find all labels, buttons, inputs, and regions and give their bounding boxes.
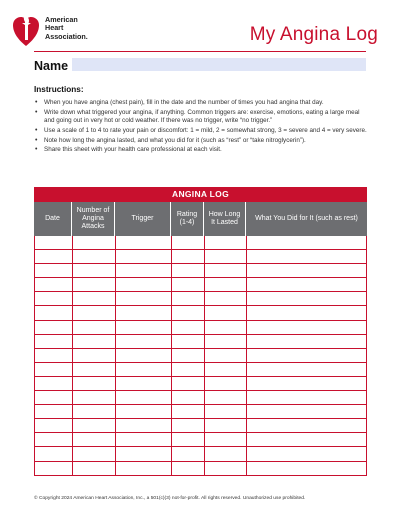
trigger-cell[interactable] <box>116 405 172 418</box>
duration-cell[interactable] <box>205 433 247 446</box>
attacks-cell[interactable] <box>73 236 116 249</box>
table-row <box>35 462 366 476</box>
date-cell[interactable] <box>35 447 73 460</box>
date-cell[interactable] <box>35 349 73 362</box>
column-header-rating: Rating (1-4) <box>171 202 204 236</box>
action-cell[interactable] <box>247 433 366 446</box>
duration-cell[interactable] <box>205 250 247 263</box>
rating-cell[interactable] <box>172 363 205 376</box>
date-cell[interactable] <box>35 250 73 263</box>
heart-torch-icon <box>12 12 40 48</box>
date-cell[interactable] <box>35 236 73 249</box>
column-header-trigger: Trigger <box>115 202 171 236</box>
trigger-cell[interactable] <box>116 278 172 291</box>
log-rows <box>34 236 367 476</box>
trigger-cell[interactable] <box>116 264 172 277</box>
attacks-cell[interactable] <box>73 335 116 348</box>
action-cell[interactable] <box>247 236 366 249</box>
date-cell[interactable] <box>35 335 73 348</box>
instruction-item: • Write down what triggered your angina, if anything. Common triggers are: exercise, emotions, eating a large meal and going out in very hot or cold weather. If there was no trigger, write “no trigger.” <box>34 109 368 125</box>
instruction-item: • Use a scale of 1 to 4 to rate your pain or discomfort: 1 = mild, 2 = somewhat strong, 3 = severe and 4 = very severe. <box>34 127 368 135</box>
column-header-date: Date <box>34 202 72 236</box>
action-cell[interactable] <box>247 419 366 432</box>
logo-line-3: Association. <box>45 31 88 41</box>
action-cell[interactable] <box>247 250 366 263</box>
attacks-cell[interactable] <box>73 264 116 277</box>
duration-cell[interactable] <box>205 405 247 418</box>
trigger-cell[interactable] <box>116 236 172 249</box>
table-row <box>35 405 366 419</box>
duration-cell[interactable] <box>205 391 247 404</box>
instructions-heading: Instructions: <box>34 85 84 94</box>
name-field[interactable] <box>72 58 366 71</box>
rating-cell[interactable] <box>172 391 205 404</box>
rating-cell[interactable] <box>172 250 205 263</box>
action-cell[interactable] <box>247 377 366 390</box>
date-cell[interactable] <box>35 321 73 334</box>
trigger-cell[interactable] <box>116 447 172 460</box>
rating-cell[interactable] <box>172 264 205 277</box>
duration-cell[interactable] <box>205 363 247 376</box>
duration-cell[interactable] <box>205 321 247 334</box>
rating-cell[interactable] <box>172 278 205 291</box>
attacks-cell[interactable] <box>73 349 116 362</box>
trigger-cell[interactable] <box>116 321 172 334</box>
attacks-cell[interactable] <box>73 306 116 319</box>
attacks-cell[interactable] <box>73 419 116 432</box>
date-cell[interactable] <box>35 363 73 376</box>
table-row <box>35 278 366 292</box>
attacks-cell[interactable] <box>73 363 116 376</box>
date-cell[interactable] <box>35 306 73 319</box>
action-cell[interactable] <box>247 335 366 348</box>
attacks-cell[interactable] <box>73 250 116 263</box>
attacks-cell[interactable] <box>73 405 116 418</box>
duration-cell[interactable] <box>205 419 247 432</box>
date-cell[interactable] <box>35 462 73 475</box>
page-title: My Angina Log <box>249 24 378 45</box>
rating-cell[interactable] <box>172 292 205 305</box>
table-row <box>35 292 366 306</box>
instructions-list <box>34 99 368 156</box>
trigger-cell[interactable] <box>116 419 172 432</box>
action-cell[interactable] <box>247 292 366 305</box>
date-cell[interactable] <box>35 278 73 291</box>
rating-cell[interactable] <box>172 236 205 249</box>
column-header-attacks: Number of Angina Attacks <box>72 202 115 236</box>
trigger-cell[interactable] <box>116 462 172 475</box>
action-cell[interactable] <box>247 264 366 277</box>
angina-log-table <box>34 187 367 476</box>
duration-cell[interactable] <box>205 462 247 475</box>
attacks-cell[interactable] <box>73 292 116 305</box>
rating-cell[interactable] <box>172 433 205 446</box>
attacks-cell[interactable] <box>73 447 116 460</box>
table-row <box>35 264 366 278</box>
action-cell[interactable] <box>247 462 366 475</box>
rating-cell[interactable] <box>172 377 205 390</box>
instruction-item: • When you have angina (chest pain), fill in the date and the number of times you had angina that day. <box>34 99 368 107</box>
column-header-duration: How Long It Lasted <box>204 202 246 236</box>
trigger-cell[interactable] <box>116 433 172 446</box>
instruction-item: • Share this sheet with your health care professional at each visit. <box>34 146 368 154</box>
action-cell[interactable] <box>247 306 366 319</box>
instruction-item: • Note how long the angina lasted, and what you did for it (such as “rest” or “take nitroglycerin”). <box>34 137 368 145</box>
table-row <box>35 419 366 433</box>
trigger-cell[interactable] <box>116 335 172 348</box>
name-label: Name <box>34 59 69 73</box>
trigger-cell[interactable] <box>116 250 172 263</box>
date-cell[interactable] <box>35 264 73 277</box>
attacks-cell[interactable] <box>73 278 116 291</box>
title-divider <box>34 51 366 52</box>
attacks-cell[interactable] <box>73 321 116 334</box>
action-cell[interactable] <box>247 405 366 418</box>
date-cell[interactable] <box>35 433 73 446</box>
log-header-row <box>34 202 367 236</box>
copyright-footer: © Copyright 2024 American Heart Association, Inc., a 501(c)(3) not-for-profit. All rights reserved. Unauthorized use prohibited. <box>34 496 306 501</box>
date-cell[interactable] <box>35 292 73 305</box>
action-cell[interactable] <box>247 349 366 362</box>
aha-logo <box>12 12 102 54</box>
table-row <box>35 391 366 405</box>
date-cell[interactable] <box>35 405 73 418</box>
duration-cell[interactable] <box>205 236 247 249</box>
logo-wordmark <box>45 16 88 41</box>
table-row <box>35 363 366 377</box>
attacks-cell[interactable] <box>73 377 116 390</box>
trigger-cell[interactable] <box>116 391 172 404</box>
attacks-cell[interactable] <box>73 391 116 404</box>
trigger-cell[interactable] <box>116 377 172 390</box>
rating-cell[interactable] <box>172 321 205 334</box>
duration-cell[interactable] <box>205 447 247 460</box>
rating-cell[interactable] <box>172 349 205 362</box>
date-cell[interactable] <box>35 391 73 404</box>
duration-cell[interactable] <box>205 264 247 277</box>
action-cell[interactable] <box>247 447 366 460</box>
date-cell[interactable] <box>35 419 73 432</box>
logo-line-1: American <box>45 15 78 24</box>
table-row <box>35 306 366 320</box>
rating-cell[interactable] <box>172 447 205 460</box>
table-row <box>35 377 366 391</box>
attacks-cell[interactable] <box>73 462 116 475</box>
attacks-cell[interactable] <box>73 433 116 446</box>
column-header-action: What You Did for It (such as rest) <box>255 215 358 222</box>
rating-cell[interactable] <box>172 306 205 319</box>
rating-cell[interactable] <box>172 405 205 418</box>
trigger-cell[interactable] <box>116 363 172 376</box>
duration-cell[interactable] <box>205 377 247 390</box>
table-row <box>35 236 366 250</box>
action-cell[interactable] <box>247 363 366 376</box>
duration-cell[interactable] <box>205 306 247 319</box>
table-row <box>35 335 366 349</box>
rating-cell[interactable] <box>172 462 205 475</box>
trigger-cell[interactable] <box>116 349 172 362</box>
duration-cell[interactable] <box>205 335 247 348</box>
rating-cell[interactable] <box>172 335 205 348</box>
action-cell[interactable] <box>247 321 366 334</box>
duration-cell[interactable] <box>205 349 247 362</box>
trigger-cell[interactable] <box>116 306 172 319</box>
table-row <box>35 447 366 461</box>
duration-cell[interactable] <box>205 292 247 305</box>
table-row <box>35 321 366 335</box>
action-cell[interactable] <box>247 391 366 404</box>
date-cell[interactable] <box>35 377 73 390</box>
table-row <box>35 349 366 363</box>
action-cell[interactable] <box>247 278 366 291</box>
trigger-cell[interactable] <box>116 292 172 305</box>
table-row <box>35 433 366 447</box>
table-row <box>35 250 366 264</box>
duration-cell[interactable] <box>205 278 247 291</box>
logo-line-2: Heart <box>45 23 64 33</box>
rating-cell[interactable] <box>172 419 205 432</box>
log-title: ANGINA LOG <box>34 187 367 202</box>
